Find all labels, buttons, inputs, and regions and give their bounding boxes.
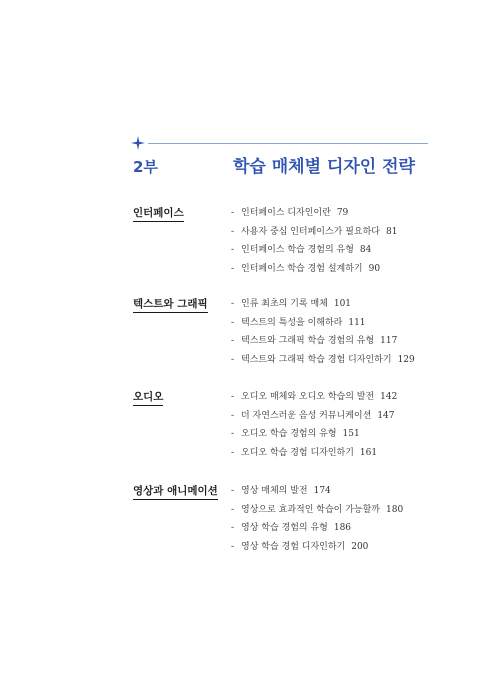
toc-item-text: 영상 학습 경험 디자인하기 bbox=[241, 541, 346, 552]
toc-item-text: 인터페이스 학습 경험 설계하기 bbox=[241, 263, 363, 274]
toc-item[interactable]: - 오디오 학습 경험 디자인하기 161 bbox=[231, 447, 378, 458]
toc-item-page: 81 bbox=[386, 226, 398, 237]
toc-item-page: 200 bbox=[351, 541, 369, 552]
toc-item-text: 인터페이스 디자인이란 bbox=[241, 208, 331, 218]
toc-item-text: 오디오 학습 경험 디자인하기 bbox=[241, 447, 354, 458]
toc-item[interactable]: - 텍스트와 그래픽 학습 경험의 유형 117 bbox=[231, 336, 398, 347]
header-rule bbox=[148, 143, 428, 144]
toc-item-text: 텍스트와 그래픽 학습 경험 디자인하기 bbox=[241, 354, 392, 365]
toc-item[interactable]: - 더 자연스러운 음성 커뮤니케이션 147 bbox=[231, 410, 395, 421]
toc-item-text: 오디오 매체와 오디오 학습의 발전 bbox=[241, 392, 375, 402]
toc-item-page: 186 bbox=[333, 523, 352, 534]
toc-item[interactable]: - 영상으로 효과적인 학습이 가능할까 180 bbox=[231, 504, 404, 515]
toc-item[interactable]: - 영상 학습 경험 디자인하기 200 bbox=[231, 541, 369, 552]
part-title: 학습 매체별 디자인 전략 bbox=[233, 157, 415, 177]
toc-item[interactable]: - 오디오 학습 경험의 유형 151 bbox=[231, 429, 360, 440]
toc-item-page: 180 bbox=[386, 504, 404, 515]
toc-item-text: 오디오 학습 경험의 유형 bbox=[241, 429, 337, 440]
toc-item-text: 더 자연스러운 음성 커뮤니케이션 bbox=[241, 410, 372, 421]
toc-item-page: 142 bbox=[380, 392, 398, 402]
toc-item-list bbox=[231, 298, 415, 372]
toc-item-page: 111 bbox=[348, 317, 366, 328]
toc-item-page: 161 bbox=[359, 447, 378, 458]
toc-item-page: 84 bbox=[359, 245, 372, 256]
toc-item-list bbox=[231, 207, 397, 281]
toc-item-list bbox=[231, 485, 403, 559]
toc-item[interactable]: - 오디오 매체와 오디오 학습의 발전 142 bbox=[231, 392, 398, 402]
section-title: 텍스트와 그래픽 bbox=[133, 298, 208, 313]
toc-item-text: 영상으로 효과적인 학습이 가능할까 bbox=[241, 504, 380, 515]
star-ornament-icon bbox=[131, 136, 145, 150]
toc-item-page: 174 bbox=[313, 486, 331, 496]
toc-item-text: 사용자 중심 인터페이스가 필요하다 bbox=[241, 226, 380, 237]
part-number: 2부 bbox=[133, 158, 158, 176]
toc-item-text: 인터페이스 학습 경험의 유형 bbox=[241, 245, 354, 256]
section-title: 인터페이스 bbox=[133, 207, 184, 222]
section-title: 오디오 bbox=[133, 391, 163, 406]
toc-item-text: 인류 최초의 기록 매체 bbox=[241, 299, 328, 309]
toc-item[interactable]: - 인터페이스 학습 경험 설계하기 90 bbox=[231, 263, 381, 274]
toc-item[interactable]: - 사용자 중심 인터페이스가 필요하다 81 bbox=[231, 226, 398, 237]
toc-item-text: 텍스트의 특성을 이해하라 bbox=[241, 317, 343, 328]
section-title: 영상과 애니메이션 bbox=[133, 485, 218, 500]
toc-item-page: 147 bbox=[377, 410, 395, 421]
toc-item-page: 117 bbox=[380, 336, 398, 347]
toc-item-page: 101 bbox=[333, 299, 352, 309]
toc-item[interactable]: - 텍스트의 특성을 이해하라 111 bbox=[231, 317, 366, 328]
toc-item-page: 129 bbox=[397, 354, 415, 365]
toc-item-text: 영상 학습 경험의 유형 bbox=[241, 523, 328, 534]
toc-item-text: 영상 매체의 발전 bbox=[241, 486, 308, 496]
toc-item[interactable]: - 인터페이스 학습 경험의 유형 84 bbox=[231, 245, 372, 256]
toc-item-text: 텍스트와 그래픽 학습 경험의 유형 bbox=[241, 336, 375, 347]
toc-item-page: 90 bbox=[368, 263, 381, 274]
toc-item[interactable]: - 인터페이스 디자인이란 79 bbox=[231, 208, 349, 218]
toc-item-list bbox=[231, 391, 397, 465]
toc-item[interactable]: - 영상 학습 경험의 유형 186 bbox=[231, 523, 352, 534]
toc-item[interactable]: - 텍스트와 그래픽 학습 경험 디자인하기 129 bbox=[231, 354, 415, 365]
toc-item-page: 79 bbox=[336, 208, 349, 218]
toc-item-page: 151 bbox=[342, 429, 360, 440]
toc-item[interactable]: - 영상 매체의 발전 174 bbox=[231, 486, 331, 496]
toc-item[interactable]: - 인류 최초의 기록 매체 101 bbox=[231, 299, 352, 309]
